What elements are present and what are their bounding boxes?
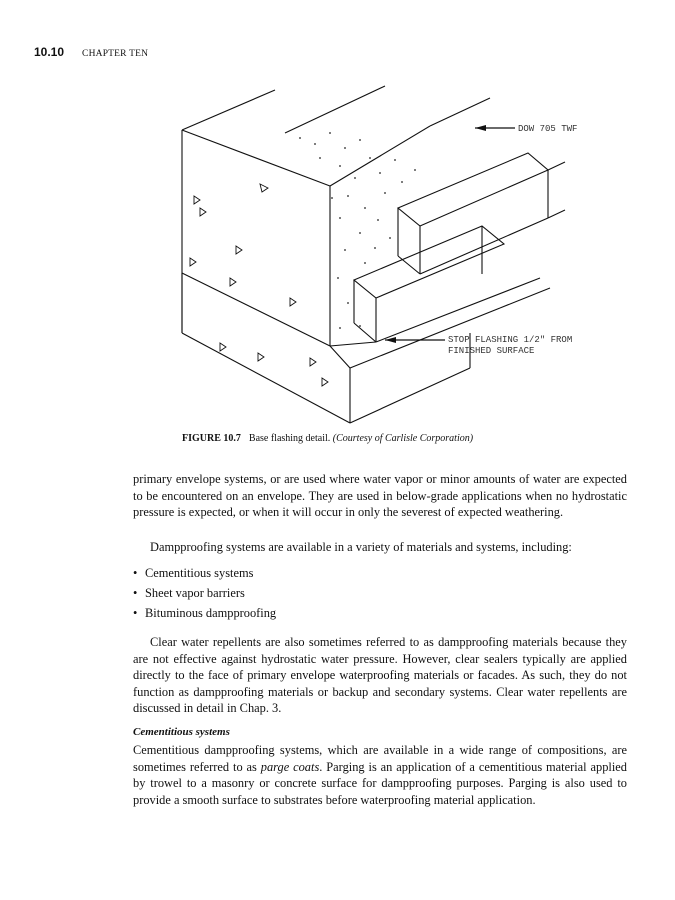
figure-label-bottom-1: STOP FLASHING 1/2" FROM — [448, 335, 573, 345]
paragraph-1: primary envelope systems, or are used where water vapor or minor amounts of water are expected to be encountered on an envelope. They are used in below-grade applications when no hydrostatic pressure is expected, or when it will occur in only the severest of expected weathering. — [133, 472, 627, 520]
base-flashing-figure — [170, 78, 590, 428]
list-item: • Sheet vapor barriers — [133, 586, 245, 600]
parge-coats-term: parge coats — [260, 759, 320, 774]
figure-caption-text: Base flashing detail. — [248, 433, 331, 444]
figure-label-top: DOW 705 TWF — [518, 124, 578, 134]
figure-caption — [182, 433, 473, 444]
chapter-title: CHAPTER TEN — [82, 49, 149, 59]
paragraph-4: Cementitious dampproofing systems, which are available in a wide range of compositions, are sometimes referred to as parge coats. Parging is an application of a cementitious material applied by trowel to a masonry or concrete surface for dampproofing purposes. Parging is also used to provide a smooth surface to substrates before waterproofing material application. — [133, 743, 627, 807]
figure-number: FIGURE 10.7 — [182, 433, 241, 444]
running-head — [34, 43, 148, 59]
page-number: 10.10 — [34, 45, 65, 59]
figure-label-bottom-2: FINISHED SURFACE — [448, 346, 535, 356]
list-item: • Bituminous dampproofing — [133, 606, 277, 620]
paragraph-2: Dampproofing systems are available in a variety of materials and systems, including: — [150, 540, 572, 554]
list-item: • Cementitious systems — [133, 566, 254, 580]
figure-credit: (Courtesy of Carlisle Corporation) — [332, 433, 474, 444]
paragraph-3: Clear water repellents are also sometimes referred to as dampproofing materials because they are not effective against hydrostatic water pressure. However, clear sealers typically are applied directly to the face of primary envelope waterproofing materials or facades. As such, they do not function as dampproofing materials or backup and secondary systems. Clear water repellents are discussed in detail in Chap. 3. — [133, 635, 627, 716]
subheading: Cementitious systems — [133, 726, 230, 738]
bullet-list — [133, 565, 276, 625]
